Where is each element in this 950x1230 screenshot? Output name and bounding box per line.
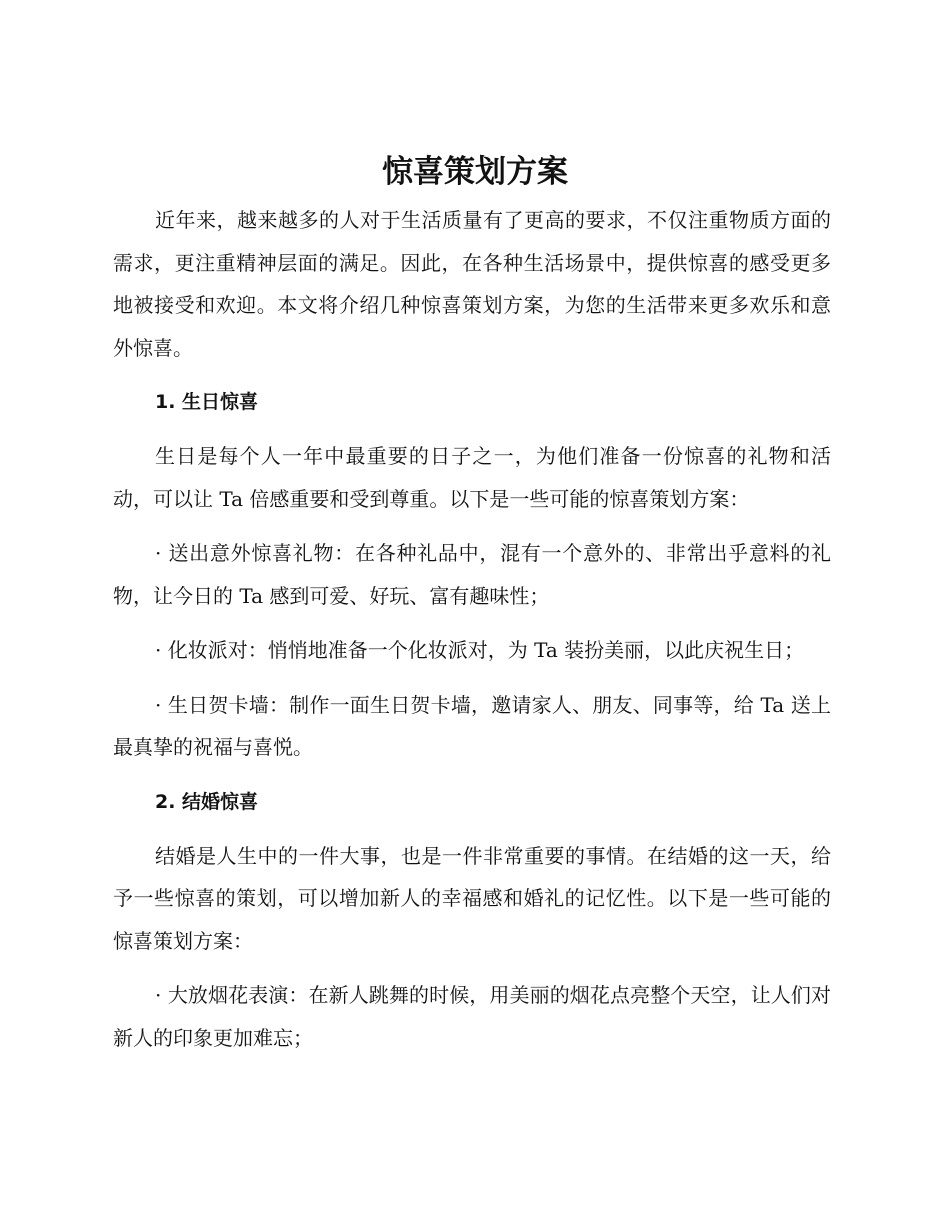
spacer	[113, 672, 831, 684]
document-body	[113, 199, 831, 1059]
section-heading-birthday: 1. 生日惊喜	[155, 391, 259, 413]
list-item: · 大放烟花表演：在新人跳舞的时候，用美丽的烟花点亮整个天空，让人们对新人的印象更加难忘；	[113, 983, 831, 1050]
list-item: · 化妆派对：悄悄地准备一个化妆派对，为 Ta 装扮美丽，以此庆祝生日；	[155, 638, 805, 662]
intro-paragraph: 近年来，越来越多的人对于生活质量有了更高的要求，不仅注重物质方面的需求，更注重精神层面的满足。因此，在各种生活场景中，提供惊喜的感受更多地被接受和欢迎。本文将介绍几种惊喜策划方案，为您的生活带来更多欢乐和意外惊喜。	[113, 208, 831, 360]
spacer	[113, 823, 831, 835]
document-title: 惊喜策划方案	[382, 154, 568, 190]
spacer	[113, 962, 831, 974]
section-body-birthday: 生日是每个人一年中最重要的日子之一，为他们准备一份惊喜的礼物和活动，可以让 Ta 倍感重要和受到尊重。以下是一些可能的惊喜策划方案：	[113, 444, 831, 511]
spacer	[113, 369, 831, 381]
spacer	[113, 617, 831, 629]
list-item: · 送出意外惊喜礼物：在各种礼品中，混有一个意外的、非常出乎意料的礼物，让今日的 Ta 感到可爱、好玩、富有趣味性；	[113, 541, 831, 608]
spacer	[113, 769, 831, 781]
spacer	[113, 520, 831, 532]
spacer	[113, 423, 831, 435]
section-body-wedding: 结婚是人生中的一件大事，也是一件非常重要的事情。在结婚的这一天，给予一些惊喜的策划，可以增加新人的幸福感和婚礼的记忆性。以下是一些可能的惊喜策划方案：	[113, 843, 831, 953]
section-heading-wedding: 2. 结婚惊喜	[155, 790, 259, 813]
list-item: · 生日贺卡墙：制作一面生日贺卡墙，邀请家人、朋友、同事等，给 Ta 送上最真挚的祝福与喜悦。	[113, 692, 831, 759]
